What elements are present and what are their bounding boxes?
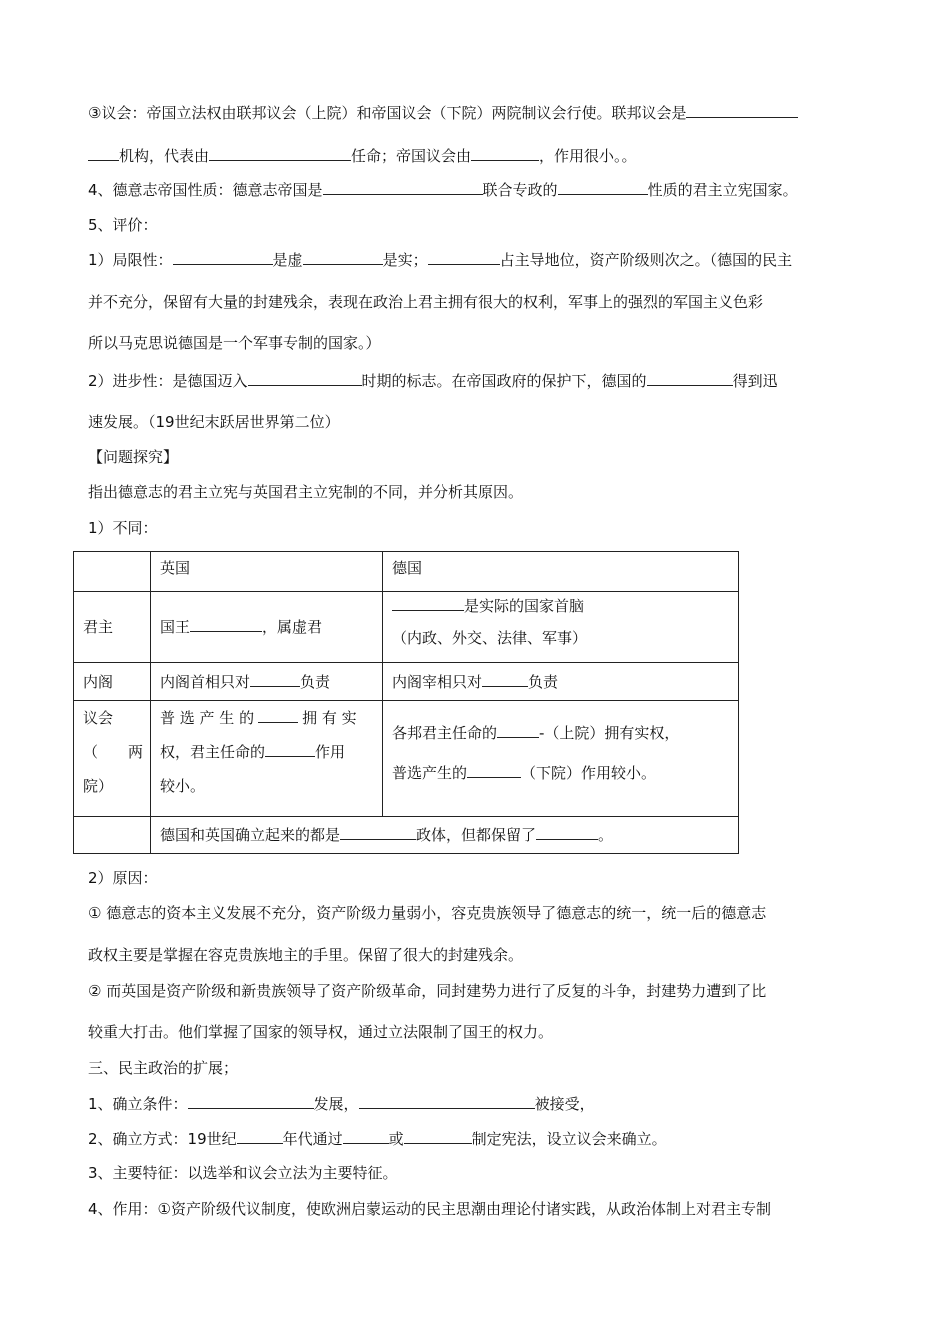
blank — [536, 825, 598, 840]
heading-evaluation: 5、评价： — [88, 216, 158, 234]
condition-line: 1、确立条件： 发展， 被接受， — [88, 1095, 595, 1113]
blank — [686, 103, 798, 118]
blank — [237, 1129, 283, 1144]
blank — [323, 180, 483, 195]
table-label-parliament: 议会 （ 两 院） — [74, 701, 151, 817]
blank — [250, 672, 300, 687]
blank — [558, 180, 648, 195]
table-cell-germany-monarch: 是实际的国家首脑 （内政、外交、法律、军事） — [383, 592, 739, 663]
blank — [467, 763, 521, 778]
reason-2-cont: 较重大打击。他们掌握了国家的领导权，通过立法限制了国王的权力。 — [88, 1023, 554, 1041]
table-cell-britain-parliament: 普 选 产 生 的 拥 有 实 权，君主任命的 作用 较小。 — [151, 701, 383, 817]
table-cell-empty — [74, 817, 151, 854]
blank — [88, 146, 119, 161]
blank — [471, 146, 539, 161]
blank — [265, 742, 315, 757]
table-label-cabinet: 内阁 — [74, 663, 151, 701]
table-row — [74, 663, 739, 701]
blank — [248, 371, 362, 386]
table-cell-summary: 德国和英国确立起来的都是 政体，但都保留了 。 — [151, 817, 739, 854]
paragraph-nature: 4、德意志帝国性质：德意志帝国是 联合专政的 性质的君主立宪国家。 — [88, 181, 798, 199]
blank — [173, 250, 273, 265]
blank — [392, 596, 464, 611]
paragraph-parliament: ③议会：帝国立法权由联邦议会（上院）和帝国议会（下院）两院制议会行使。联邦议会是 — [88, 103, 798, 123]
table-label-monarch: 君主 — [74, 592, 151, 663]
table-header-germany: 德国 — [383, 552, 739, 592]
comparison-table — [73, 551, 739, 854]
paragraph-parliament-cont: 机构，代表由 任命；帝国议会由 ，作用很小。。 — [88, 146, 637, 166]
blank — [258, 708, 298, 723]
method-line: 2、确立方式：19世纪 年代通过 或 制定宪法，设立议会来确立。 — [88, 1130, 667, 1148]
blank — [647, 371, 733, 386]
table-row — [74, 552, 739, 592]
blank — [340, 825, 416, 840]
table-row — [74, 592, 739, 663]
reason-2: ② 而英国是资产阶级和新贵族领导了资产阶级革命，同封建势力进行了反复的斗争，封建势力遭到了比 — [88, 982, 767, 1000]
table-cell-germany-parliament: 各邦君主任命的 -（上院）拥有实权， 普选产生的 （下院）作用较小。 — [383, 701, 739, 817]
paragraph-progress: 2）进步性：是德国迈入 时期的标志。在帝国政府的保护下，德国的 得到迅 — [88, 372, 778, 390]
inquiry-question: 指出德意志的君主立宪与英国君主立宪制的不同，并分析其原因。 — [88, 483, 524, 501]
effect-line: 4、作用：①资产阶级代议制度，使欧洲启蒙运动的民主思潮由理论付诸实践，从政治体制上对君主专制 — [88, 1200, 771, 1218]
blank — [343, 1129, 389, 1144]
paragraph-limitation-cont2: 所以马克思说德国是一个军事专制的国家。） — [88, 334, 381, 352]
table-cell-empty — [74, 552, 151, 592]
reason-1: ① 德意志的资本主义发展不充分，资产阶级力量弱小，容克贵族领导了德意志的统一，统一后的德意志 — [88, 904, 767, 922]
heading-reasons: 2）原因： — [88, 869, 158, 887]
paragraph-limitation-cont: 并不充分，保留有大量的封建残余，表现在政治上君主拥有很大的权利，军事上的强烈的军国主义色彩 — [88, 293, 764, 311]
blank — [359, 1094, 535, 1109]
blank — [303, 250, 383, 265]
table-row — [74, 817, 739, 854]
section-heading-democracy: 三、民主政治的扩展； — [88, 1059, 239, 1077]
blank — [482, 672, 528, 687]
section-heading-inquiry: 【问题探究】 — [88, 448, 179, 466]
table-header-britain: 英国 — [151, 552, 383, 592]
blank — [497, 723, 539, 738]
table-cell-britain-monarch: 国王 ，属虚君 — [151, 592, 383, 663]
blank — [188, 1094, 314, 1109]
table-cell-germany-cabinet: 内阁宰相只对 负责 — [383, 663, 739, 701]
blank — [209, 146, 351, 161]
paragraph-progress-cont: 速发展。（19世纪末跃居世界第二位） — [88, 413, 340, 431]
reason-1-cont: 政权主要是掌握在容克贵族地主的手里。保留了很大的封建残余。 — [88, 946, 524, 964]
feature-line: 3、主要特征：以选举和议会立法为主要特征。 — [88, 1164, 398, 1182]
blank — [190, 617, 262, 632]
table-row — [74, 701, 739, 817]
blank — [428, 250, 500, 265]
table-cell-britain-cabinet: 内阁首相只对 负责 — [151, 663, 383, 701]
paragraph-limitation: 1）局限性： 是虚 是实； 占主导地位，资产阶级则次之。（德国的民主 — [88, 251, 793, 269]
blank — [404, 1129, 472, 1144]
heading-differences: 1）不同： — [88, 519, 158, 537]
